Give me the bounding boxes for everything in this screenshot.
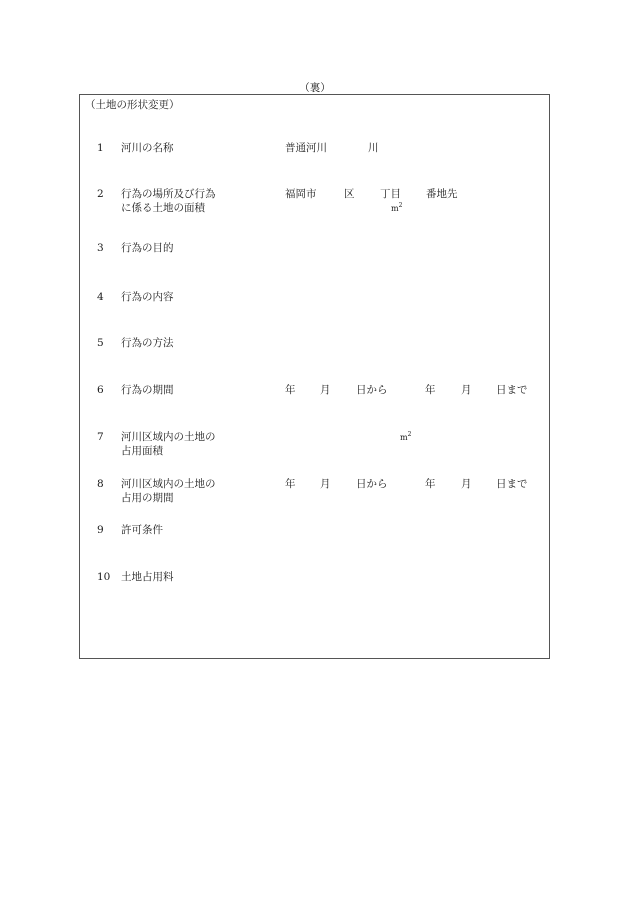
ward-label: 区 (344, 188, 355, 200)
row-label: 河川区域内の土地の (121, 431, 216, 443)
start-year: 年 (285, 384, 296, 396)
start-day: 日から (356, 384, 388, 396)
river-suffix: 川 (368, 142, 379, 154)
row-label-line2: 占用の期間 (121, 492, 174, 504)
row-number: 9 (97, 524, 104, 536)
row-label: 行為の目的 (121, 242, 174, 254)
end-year: 年 (425, 384, 436, 396)
banchi-label: 番地先 (426, 188, 458, 200)
row-label: 行為の場所及び行為 (121, 188, 216, 200)
row-label: 行為の方法 (121, 337, 174, 349)
area-unit: $m^2$ (391, 202, 403, 213)
page-side-label: （裏） (299, 82, 331, 94)
row-label: 河川の名称 (121, 142, 174, 154)
row-label-line2: 占用面積 (121, 445, 163, 457)
end-day: 日まで (496, 478, 528, 490)
chome-label: 丁目 (380, 188, 401, 200)
row-number: 8 (97, 478, 104, 490)
row-label: 土地占用料 (121, 571, 174, 583)
row-number: 10 (97, 571, 111, 583)
row-label: 許可条件 (121, 524, 163, 536)
start-day: 日から (356, 478, 388, 490)
form-title: （土地の形状変更） (85, 99, 180, 111)
end-month: 月 (461, 478, 472, 490)
row-number: 6 (97, 384, 104, 396)
end-day: 日まで (496, 384, 528, 396)
row-label: 行為の期間 (121, 384, 174, 396)
row-number: 3 (97, 242, 104, 254)
form-box (79, 94, 550, 659)
city-value: 福岡市 (285, 188, 317, 200)
start-month: 月 (320, 384, 331, 396)
river-type-value: 普通河川 (285, 142, 327, 154)
row-number: 4 (97, 291, 104, 303)
row-label-line2: に係る土地の面積 (121, 202, 205, 214)
row-number: 1 (97, 142, 104, 154)
row-number: 2 (97, 188, 104, 200)
area-unit: $m^2$ (400, 431, 412, 442)
end-month: 月 (461, 384, 472, 396)
row-label: 河川区域内の土地の (121, 478, 216, 490)
row-number: 5 (97, 337, 104, 349)
start-year: 年 (285, 478, 296, 490)
row-label: 行為の内容 (121, 291, 174, 303)
end-year: 年 (425, 478, 436, 490)
row-number: 7 (97, 431, 104, 443)
start-month: 月 (320, 478, 331, 490)
